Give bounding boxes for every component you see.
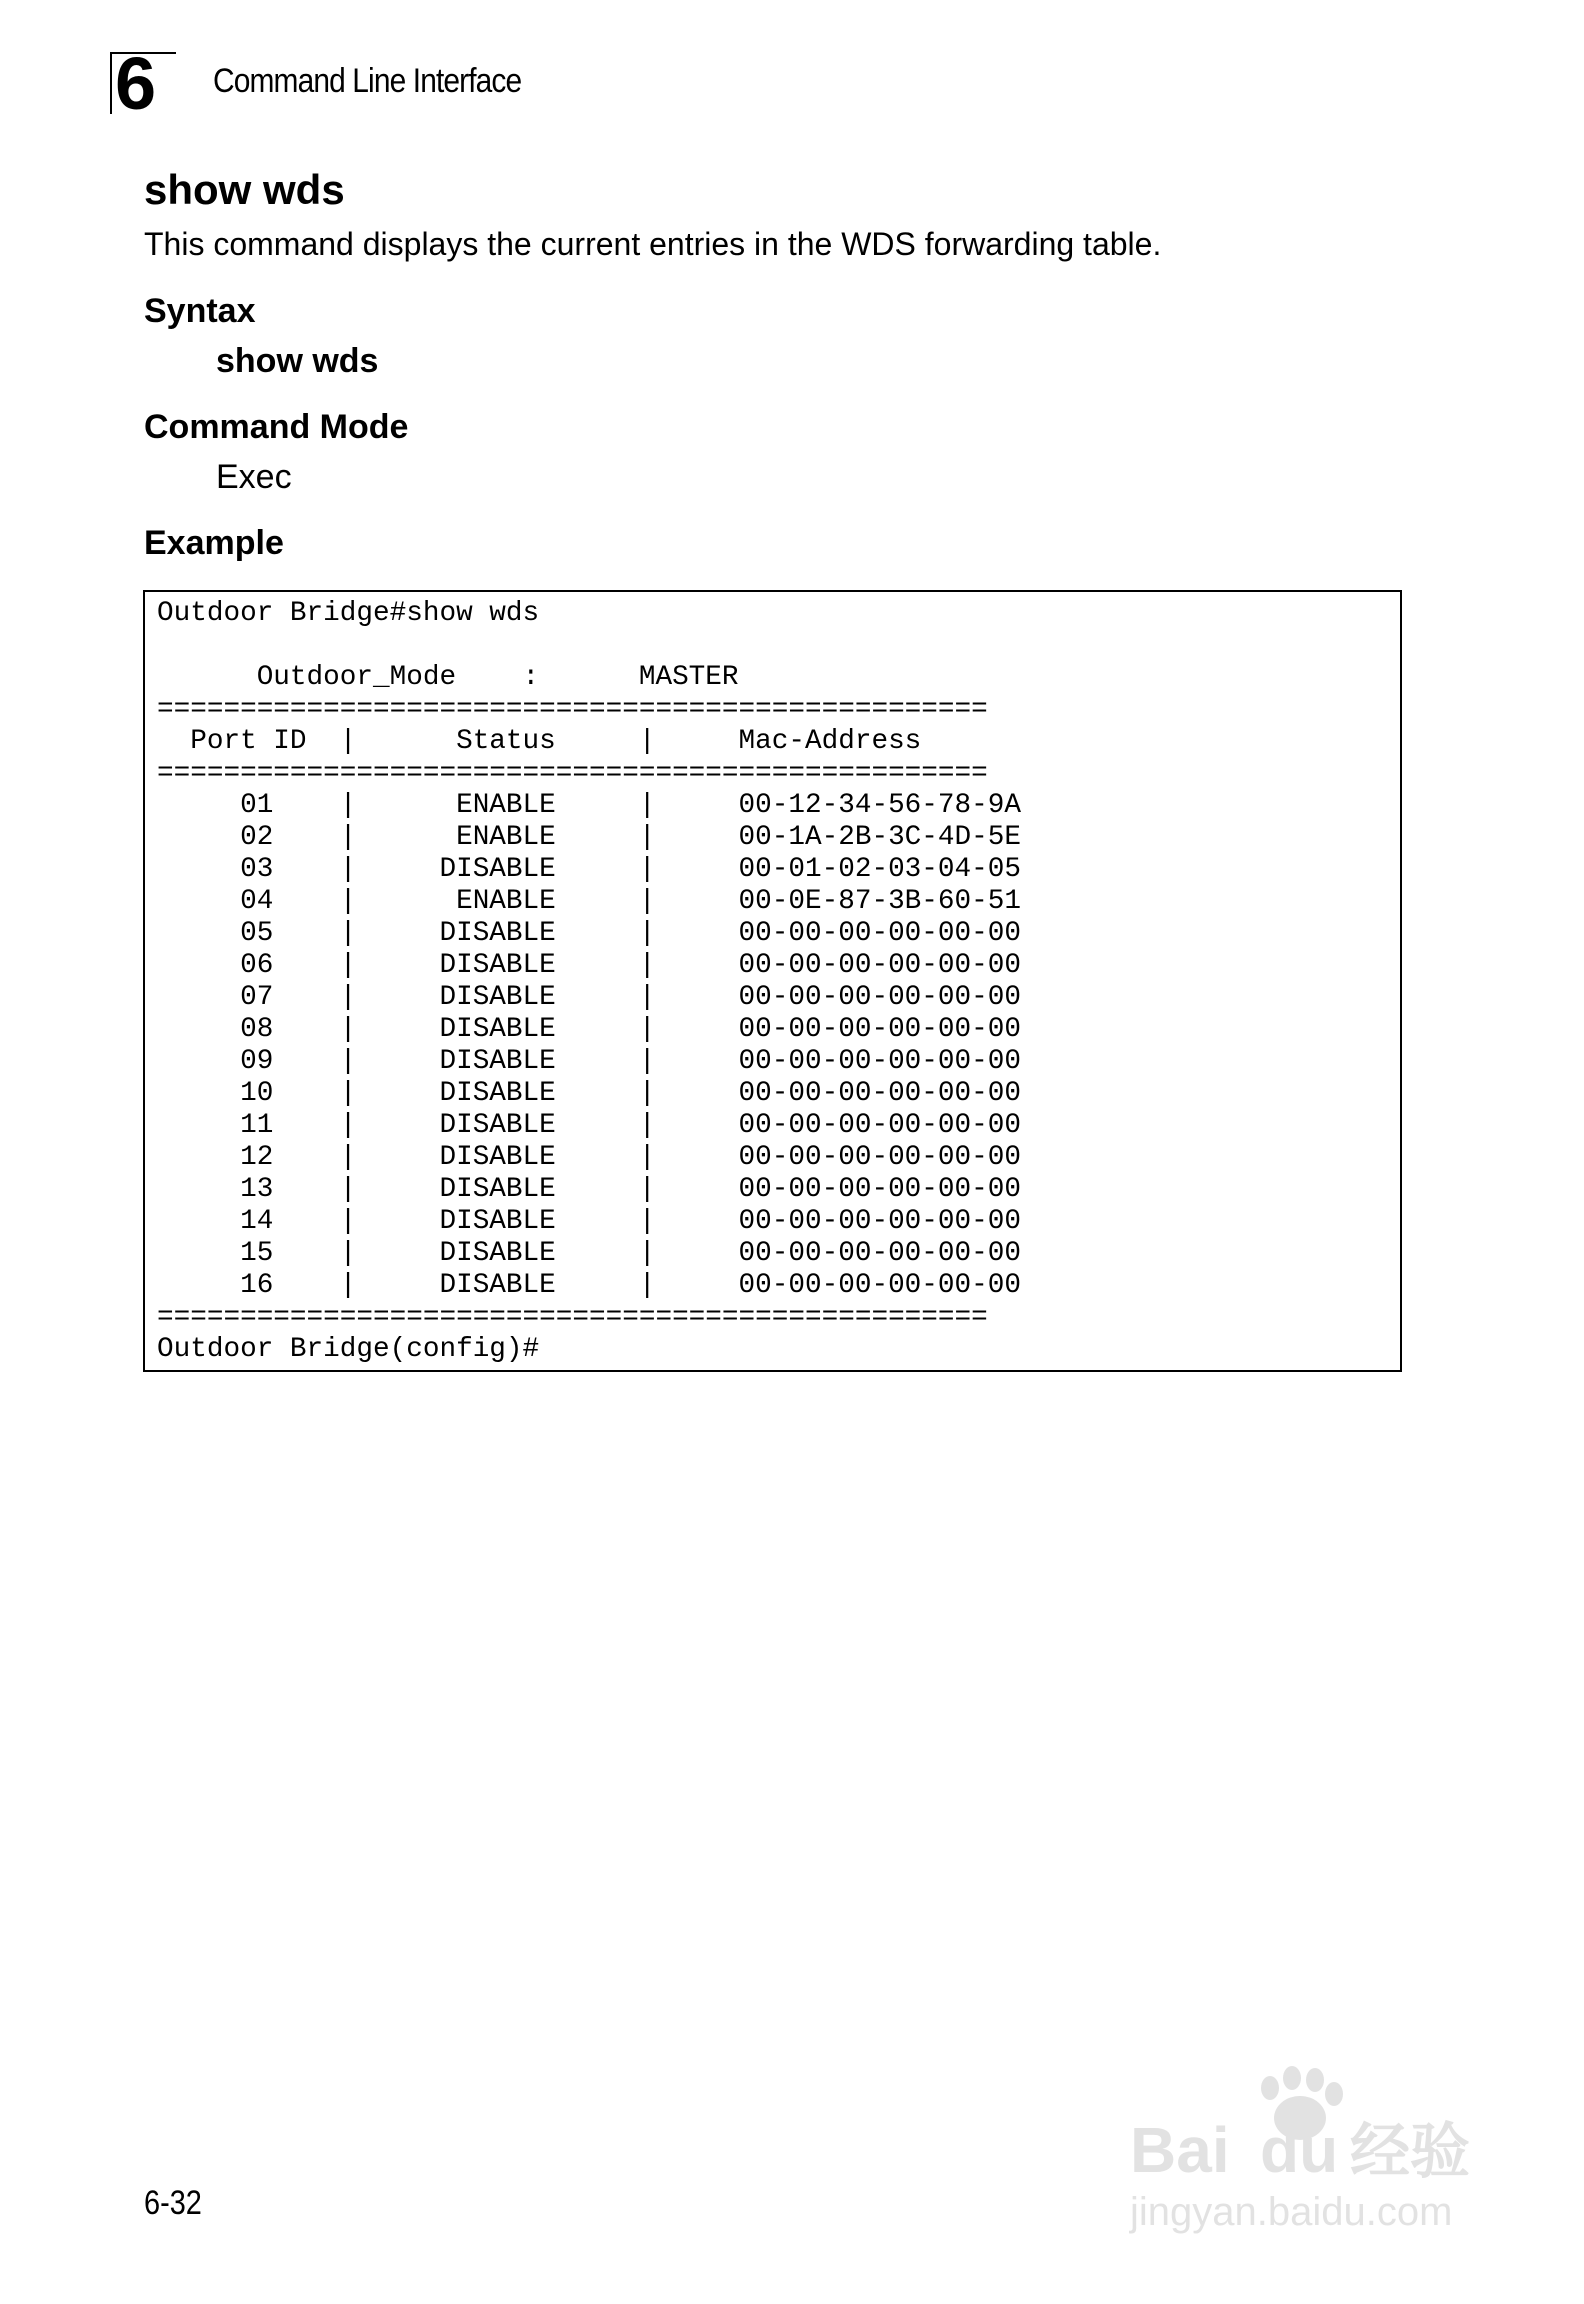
terminal-line: 04 | ENABLE | 00-0E-87-3B-60-51 bbox=[157, 886, 1021, 917]
terminal-line: 10 | DISABLE | 00-00-00-00-00-00 bbox=[157, 1078, 1021, 1109]
terminal-line: Outdoor Bridge(config)# bbox=[157, 1334, 540, 1365]
syntax-label: Syntax bbox=[144, 292, 256, 330]
command-mode-value: Exec bbox=[216, 458, 292, 496]
terminal-line: 05 | DISABLE | 00-00-00-00-00-00 bbox=[157, 918, 1021, 949]
baidu-watermark-logo bbox=[1120, 2060, 1500, 2240]
terminal-line: 12 | DISABLE | 00-00-00-00-00-00 bbox=[157, 1142, 1021, 1173]
terminal-line: ================================================== bbox=[157, 694, 988, 725]
command-mode-label: Command Mode bbox=[144, 408, 409, 446]
terminal-line: 08 | DISABLE | 00-00-00-00-00-00 bbox=[157, 1014, 1021, 1045]
watermark-url: jingyan.baidu.com bbox=[1130, 2190, 1453, 2234]
terminal-line: 06 | DISABLE | 00-00-00-00-00-00 bbox=[157, 950, 1021, 981]
terminal-line: ================================================== bbox=[157, 1302, 988, 1333]
watermark-jingyan: 经验 bbox=[1350, 2117, 1470, 2187]
terminal-line: 07 | DISABLE | 00-00-00-00-00-00 bbox=[157, 982, 1021, 1013]
terminal-line: 02 | ENABLE | 00-1A-2B-3C-4D-5E bbox=[157, 822, 1021, 853]
terminal-line: Outdoor_Mode : MASTER bbox=[157, 662, 739, 693]
terminal-line: Outdoor Bridge#show wds bbox=[157, 598, 540, 629]
watermark-bai: Bai bbox=[1130, 2114, 1230, 2186]
chapter-title: Command Line Interface bbox=[213, 62, 522, 100]
watermark-du: du bbox=[1260, 2114, 1339, 2186]
terminal-output bbox=[157, 598, 1021, 1366]
terminal-line: 09 | DISABLE | 00-00-00-00-00-00 bbox=[157, 1046, 1021, 1077]
terminal-line: 03 | DISABLE | 00-01-02-03-04-05 bbox=[157, 854, 1021, 885]
chapter-number: 6 bbox=[115, 42, 157, 125]
section-description: This command displays the current entries in the WDS forwarding table. bbox=[144, 226, 1162, 262]
terminal-line: 13 | DISABLE | 00-00-00-00-00-00 bbox=[157, 1174, 1021, 1205]
terminal-line: 16 | DISABLE | 00-00-00-00-00-00 bbox=[157, 1270, 1021, 1301]
example-terminal-box bbox=[143, 590, 1402, 1372]
terminal-line: Port ID | Status | Mac-Address bbox=[157, 726, 922, 757]
example-label: Example bbox=[144, 524, 284, 562]
terminal-line: 14 | DISABLE | 00-00-00-00-00-00 bbox=[157, 1206, 1021, 1237]
terminal-line: 15 | DISABLE | 00-00-00-00-00-00 bbox=[157, 1238, 1021, 1269]
syntax-value: show wds bbox=[216, 342, 379, 380]
terminal-line: 11 | DISABLE | 00-00-00-00-00-00 bbox=[157, 1110, 1021, 1141]
terminal-line: ================================================== bbox=[157, 758, 988, 789]
terminal-line: 01 | ENABLE | 00-12-34-56-78-9A bbox=[157, 790, 1021, 821]
page-number: 6-32 bbox=[144, 2184, 202, 2222]
section-title: show wds bbox=[144, 166, 345, 213]
